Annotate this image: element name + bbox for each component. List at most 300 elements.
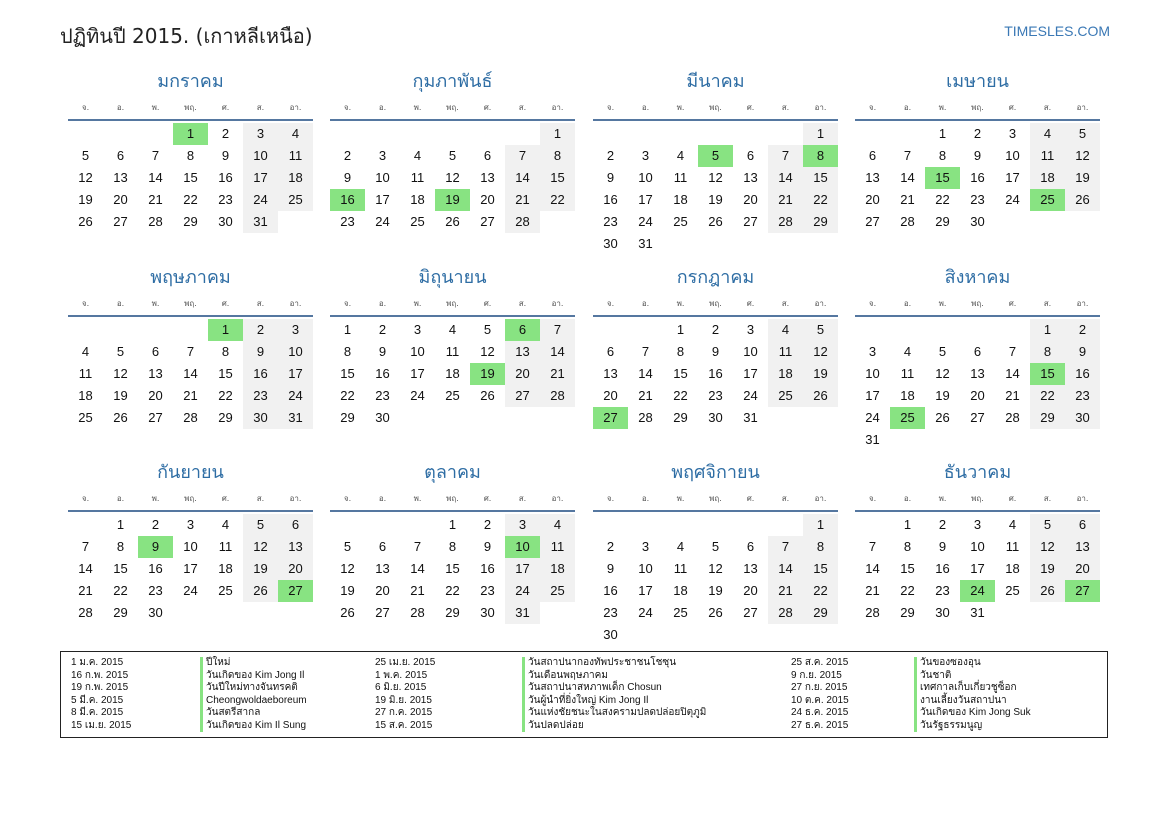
day-cell: 26 <box>935 410 950 425</box>
weekday-label: ส. <box>1043 103 1052 112</box>
holiday-date: 6 มิ.ย. 2015 <box>375 682 427 693</box>
weekday-label: อา. <box>1076 103 1089 112</box>
day-cell: 15 <box>113 561 128 576</box>
holiday-name-column <box>200 657 307 732</box>
day-cell: 2 <box>973 126 982 141</box>
holiday-date: 10 ต.ค. 2015 <box>791 694 849 706</box>
day-cell: 26 <box>243 580 278 602</box>
day-cell: 25 <box>445 388 460 403</box>
holiday-day-cell: 1 <box>208 319 243 341</box>
weekday-label: ศ. <box>483 299 492 308</box>
day-cell: 31 <box>970 605 985 620</box>
day-cell: 18 <box>1030 167 1065 189</box>
holiday-day-cell: 24 <box>960 580 995 602</box>
weekday-label: จ. <box>343 103 352 112</box>
day-cell: 27 <box>148 410 163 425</box>
day-cell: 11 <box>218 539 233 554</box>
day-cell: 26 <box>340 605 355 620</box>
holiday-name: วันสถาปนากองทัพประชาชนโชซุน <box>522 657 706 670</box>
day-cell: 7 <box>505 145 540 167</box>
weekday-label: ส. <box>256 103 265 112</box>
day-cell: 22 <box>183 192 198 207</box>
day-cell: 9 <box>243 341 278 363</box>
weekday-label: พฤ. <box>971 103 984 112</box>
holiday-day-cell: 25 <box>890 407 925 429</box>
weekday-label: พฤ. <box>709 103 722 112</box>
day-cell: 13 <box>970 366 985 381</box>
day-cell: 17 <box>243 167 278 189</box>
day-cell: 11 <box>1005 539 1020 554</box>
day-cell: 17 <box>865 388 880 403</box>
day-cell: 16 <box>218 170 233 185</box>
day-cell: 17 <box>638 583 653 598</box>
day-cell: 7 <box>868 539 877 554</box>
day-cell: 14 <box>183 366 198 381</box>
weekday-label: ศ. <box>483 103 492 112</box>
day-cell: 11 <box>540 536 575 558</box>
weekday-label: พ. <box>938 103 947 112</box>
day-cell: 14 <box>638 366 653 381</box>
weekday-label: จ. <box>343 299 352 308</box>
day-cell: 9 <box>343 170 352 185</box>
day-cell: 22 <box>935 192 950 207</box>
month-title: ธันวาคม <box>943 462 1012 483</box>
day-cell: 16 <box>148 561 163 576</box>
day-grid <box>855 512 1100 624</box>
day-cell: 22 <box>218 388 233 403</box>
day-cell: 19 <box>1030 558 1065 580</box>
weekday-header <box>593 293 838 317</box>
day-cell: 6 <box>868 148 877 163</box>
day-cell: 10 <box>183 539 198 554</box>
day-cell: 16 <box>480 561 495 576</box>
day-cell: 23 <box>218 192 233 207</box>
day-cell: 5 <box>243 514 278 536</box>
day-cell: 9 <box>483 539 492 554</box>
empty-cell <box>768 123 803 145</box>
month-block <box>330 68 575 233</box>
day-cell: 9 <box>221 148 230 163</box>
weekday-label: ส. <box>781 299 790 308</box>
weekday-label: ส. <box>781 494 790 503</box>
empty-cell <box>68 319 103 341</box>
day-cell: 1 <box>343 322 352 337</box>
day-cell: 9 <box>711 344 720 359</box>
holiday-day-cell: 16 <box>330 189 365 211</box>
day-cell: 12 <box>1065 145 1100 167</box>
day-cell: 11 <box>278 145 313 167</box>
empty-cell <box>505 123 540 145</box>
holiday-name: วันชาติ <box>914 670 1031 683</box>
day-cell: 3 <box>278 319 313 341</box>
day-cell: 24 <box>743 388 758 403</box>
holiday-day-cell: 27 <box>278 580 313 602</box>
day-cell: 22 <box>540 189 575 211</box>
day-cell: 24 <box>278 385 313 407</box>
day-cell: 8 <box>1030 341 1065 363</box>
day-cell: 21 <box>410 583 425 598</box>
day-cell: 26 <box>445 214 460 229</box>
weekday-label: อา. <box>814 103 827 112</box>
day-cell: 21 <box>148 192 163 207</box>
day-cell: 15 <box>340 366 355 381</box>
day-cell: 14 <box>540 341 575 363</box>
day-cell: 8 <box>676 344 685 359</box>
day-cell: 23 <box>340 214 355 229</box>
holiday-day-cell: 9 <box>138 536 173 558</box>
day-cell: 13 <box>865 170 880 185</box>
day-cell: 14 <box>78 561 93 576</box>
month-block <box>593 68 838 255</box>
day-cell: 23 <box>603 605 618 620</box>
day-cell: 25 <box>278 189 313 211</box>
day-cell: 10 <box>865 366 880 381</box>
day-cell: 30 <box>708 410 723 425</box>
day-cell: 26 <box>113 410 128 425</box>
holiday-date: 1 ม.ค. 2015 <box>71 657 124 668</box>
day-cell: 29 <box>803 211 838 233</box>
day-cell: 24 <box>638 214 653 229</box>
month-block <box>330 264 575 429</box>
day-cell: 26 <box>708 214 723 229</box>
day-cell: 29 <box>218 410 233 425</box>
weekday-label: อ. <box>116 103 125 112</box>
day-cell: 18 <box>540 558 575 580</box>
day-cell: 28 <box>540 385 575 407</box>
weekday-label: ศ. <box>221 103 230 112</box>
day-cell: 22 <box>803 580 838 602</box>
day-cell: 21 <box>865 583 880 598</box>
day-grid <box>330 317 575 429</box>
day-cell: 1 <box>803 123 838 145</box>
day-cell: 15 <box>183 170 198 185</box>
day-cell: 4 <box>448 322 457 337</box>
month-title: ตุลาคม <box>424 462 481 483</box>
day-cell: 10 <box>638 561 653 576</box>
day-cell: 8 <box>448 539 457 554</box>
day-cell: 8 <box>540 145 575 167</box>
day-cell: 22 <box>803 189 838 211</box>
day-cell: 16 <box>708 366 723 381</box>
day-cell: 23 <box>480 583 495 598</box>
day-cell: 2 <box>711 322 720 337</box>
empty-cell <box>365 514 400 536</box>
day-cell: 12 <box>340 561 355 576</box>
weekday-label: จ. <box>81 103 90 112</box>
day-cell: 7 <box>186 344 195 359</box>
holiday-date: 24 ธ.ค. 2015 <box>791 707 849 718</box>
weekday-label: อ. <box>903 494 912 503</box>
day-cell: 29 <box>900 605 915 620</box>
day-cell: 15 <box>540 167 575 189</box>
day-cell: 19 <box>78 192 93 207</box>
day-cell: 15 <box>673 366 688 381</box>
day-cell: 1 <box>116 517 125 532</box>
month-title: กันยายน <box>157 462 224 483</box>
day-cell: 8 <box>221 344 230 359</box>
day-cell: 23 <box>148 583 163 598</box>
weekday-header <box>330 293 575 317</box>
day-cell: 29 <box>673 410 688 425</box>
day-cell: 30 <box>970 214 985 229</box>
day-cell: 5 <box>1030 514 1065 536</box>
day-cell: 7 <box>151 148 160 163</box>
day-cell: 23 <box>935 583 950 598</box>
weekday-header <box>593 488 838 512</box>
empty-cell <box>593 319 628 341</box>
day-cell: 28 <box>768 602 803 624</box>
day-cell: 14 <box>900 170 915 185</box>
holiday-date: 25 เม.ย. 2015 <box>375 657 436 668</box>
day-cell: 13 <box>743 170 758 185</box>
day-cell: 3 <box>413 322 422 337</box>
holiday-name: งานเลี้ยงวันสถาปนา <box>914 695 1031 708</box>
day-cell: 15 <box>803 558 838 580</box>
weekday-label: อา. <box>289 494 302 503</box>
holiday-name: วันปีใหม่ทางจันทรคติ <box>200 682 307 695</box>
day-cell: 27 <box>505 385 540 407</box>
holiday-name: วันของซองอุน <box>914 657 1031 670</box>
weekday-label: ส. <box>518 494 527 503</box>
empty-cell <box>628 514 663 536</box>
day-cell: 29 <box>183 214 198 229</box>
day-cell: 2 <box>606 539 615 554</box>
day-cell: 9 <box>606 170 615 185</box>
day-cell: 13 <box>148 366 163 381</box>
day-cell: 7 <box>540 319 575 341</box>
day-cell: 26 <box>1065 189 1100 211</box>
day-cell: 8 <box>903 539 912 554</box>
day-cell: 3 <box>641 148 650 163</box>
day-cell: 9 <box>1065 341 1100 363</box>
day-cell: 10 <box>1005 148 1020 163</box>
empty-cell <box>470 123 505 145</box>
month-block <box>68 459 313 624</box>
day-cell: 17 <box>505 558 540 580</box>
holiday-date: 27 ก.ค. 2015 <box>375 707 433 718</box>
empty-cell <box>365 123 400 145</box>
day-cell: 8 <box>186 148 195 163</box>
day-cell: 18 <box>673 192 688 207</box>
day-cell: 11 <box>78 366 93 381</box>
day-cell: 12 <box>113 366 128 381</box>
weekday-label: ศ. <box>1008 103 1017 112</box>
day-cell: 20 <box>603 388 618 403</box>
day-cell: 25 <box>768 385 803 407</box>
day-cell: 21 <box>540 363 575 385</box>
day-grid <box>593 121 838 255</box>
empty-cell <box>138 123 173 145</box>
day-cell: 13 <box>603 366 618 381</box>
empty-cell <box>733 514 768 536</box>
day-cell: 11 <box>673 170 688 185</box>
day-cell: 16 <box>935 561 950 576</box>
day-cell: 30 <box>603 627 618 642</box>
day-cell: 5 <box>343 539 352 554</box>
day-cell: 12 <box>480 344 495 359</box>
day-cell: 20 <box>743 583 758 598</box>
day-cell: 24 <box>410 388 425 403</box>
weekday-label: พฤ. <box>971 494 984 503</box>
day-cell: 28 <box>148 214 163 229</box>
holiday-name: วันสถาปนาสหภาพเด็ก Chosun <box>522 682 706 695</box>
holiday-day-cell: 19 <box>435 189 470 211</box>
day-cell: 29 <box>935 214 950 229</box>
day-cell: 2 <box>483 517 492 532</box>
holiday-date: 15 เม.ย. 2015 <box>71 719 132 731</box>
day-cell: 28 <box>78 605 93 620</box>
day-cell: 21 <box>78 583 93 598</box>
day-cell: 1 <box>938 126 947 141</box>
day-cell: 26 <box>480 388 495 403</box>
day-cell: 18 <box>673 583 688 598</box>
day-grid <box>68 317 313 429</box>
empty-cell <box>663 123 698 145</box>
weekday-label: พฤ. <box>184 299 197 308</box>
month-block <box>855 264 1100 451</box>
day-cell: 13 <box>743 561 758 576</box>
month-title: มีนาคม <box>686 71 745 92</box>
day-cell: 10 <box>375 170 390 185</box>
empty-cell <box>628 123 663 145</box>
day-cell: 26 <box>78 214 93 229</box>
weekday-header <box>593 97 838 121</box>
weekday-header <box>855 488 1100 512</box>
day-cell: 26 <box>803 385 838 407</box>
day-cell: 21 <box>900 192 915 207</box>
holiday-date: 8 มี.ค. 2015 <box>71 707 124 718</box>
holiday-list <box>60 651 1108 738</box>
day-cell: 6 <box>483 148 492 163</box>
holiday-date: 15 ส.ค. 2015 <box>375 719 433 731</box>
day-cell: 13 <box>375 561 390 576</box>
day-cell: 31 <box>865 432 880 447</box>
weekday-label: พ. <box>938 299 947 308</box>
empty-cell <box>593 123 628 145</box>
day-cell: 4 <box>903 344 912 359</box>
day-cell: 27 <box>375 605 390 620</box>
weekday-label: ศ. <box>746 299 755 308</box>
weekday-label: ส. <box>1043 299 1052 308</box>
day-cell: 30 <box>375 410 390 425</box>
day-cell: 20 <box>505 363 540 385</box>
day-cell: 28 <box>505 211 540 233</box>
day-cell: 1 <box>540 123 575 145</box>
day-cell: 16 <box>603 583 618 598</box>
day-cell: 31 <box>638 236 653 251</box>
day-cell: 20 <box>278 558 313 580</box>
holiday-name: วันเกิดของ Kim Jong Il <box>200 670 307 683</box>
day-cell: 3 <box>378 148 387 163</box>
empty-cell <box>138 319 173 341</box>
empty-cell <box>400 514 435 536</box>
day-cell: 28 <box>865 605 880 620</box>
day-cell: 17 <box>278 363 313 385</box>
day-cell: 14 <box>505 167 540 189</box>
holiday-date: 19 ก.พ. 2015 <box>71 682 129 693</box>
day-cell: 14 <box>410 561 425 576</box>
day-cell: 10 <box>278 341 313 363</box>
day-cell: 10 <box>743 344 758 359</box>
day-cell: 3 <box>505 514 540 536</box>
day-cell: 6 <box>1065 514 1100 536</box>
day-cell: 28 <box>1005 410 1020 425</box>
day-cell: 6 <box>973 344 982 359</box>
day-cell: 5 <box>1065 123 1100 145</box>
day-cell: 29 <box>113 605 128 620</box>
day-cell: 28 <box>183 410 198 425</box>
day-cell: 3 <box>868 344 877 359</box>
day-cell: 11 <box>673 561 688 576</box>
day-cell: 2 <box>378 322 387 337</box>
day-cell: 30 <box>480 605 495 620</box>
month-block <box>68 68 313 233</box>
day-cell: 26 <box>1030 580 1065 602</box>
holiday-name: วันสตรีสากล <box>200 707 307 720</box>
day-cell: 4 <box>278 123 313 145</box>
day-cell: 6 <box>746 539 755 554</box>
holiday-day-cell: 10 <box>505 536 540 558</box>
weekday-label: ศ. <box>221 299 230 308</box>
day-cell: 11 <box>900 366 915 381</box>
day-cell: 19 <box>803 363 838 385</box>
weekday-label: อา. <box>289 103 302 112</box>
day-cell: 14 <box>768 558 803 580</box>
holiday-date: 1 พ.ค. 2015 <box>375 669 428 681</box>
day-cell: 4 <box>413 148 422 163</box>
day-cell: 28 <box>638 410 653 425</box>
day-cell: 22 <box>1030 385 1065 407</box>
day-cell: 5 <box>711 539 720 554</box>
weekday-label: จ. <box>343 494 352 503</box>
day-cell: 4 <box>221 517 230 532</box>
day-cell: 25 <box>1005 583 1020 598</box>
day-cell: 3 <box>243 123 278 145</box>
holiday-name: วันรัฐธรรมนูญ <box>914 720 1031 733</box>
day-cell: 24 <box>505 580 540 602</box>
day-cell: 8 <box>803 536 838 558</box>
empty-cell <box>855 514 890 536</box>
day-grid <box>855 121 1100 233</box>
day-cell: 21 <box>768 189 803 211</box>
holiday-date: 16 ก.พ. 2015 <box>71 669 129 681</box>
day-cell: 2 <box>606 148 615 163</box>
day-cell: 30 <box>603 236 618 251</box>
day-cell: 20 <box>1065 558 1100 580</box>
day-cell: 8 <box>343 344 352 359</box>
weekday-label: พฤ. <box>709 299 722 308</box>
weekday-label: พฤ. <box>446 299 459 308</box>
empty-cell <box>995 319 1030 341</box>
holiday-day-cell: 1 <box>173 123 208 145</box>
site-link[interactable]: TIMESLES.COM <box>1004 23 1110 39</box>
weekday-label: พ. <box>676 494 685 503</box>
empty-cell <box>698 123 733 145</box>
day-cell: 3 <box>641 539 650 554</box>
day-cell: 15 <box>218 366 233 381</box>
day-cell: 1 <box>803 514 838 536</box>
day-cell: 9 <box>938 539 947 554</box>
day-cell: 30 <box>243 407 278 429</box>
empty-cell <box>890 319 925 341</box>
weekday-label: อา. <box>551 299 564 308</box>
day-cell: 2 <box>151 517 160 532</box>
day-cell: 24 <box>865 410 880 425</box>
weekday-label: จ. <box>81 494 90 503</box>
day-cell: 12 <box>445 170 460 185</box>
empty-cell <box>68 514 103 536</box>
weekday-label: ส. <box>781 103 790 112</box>
